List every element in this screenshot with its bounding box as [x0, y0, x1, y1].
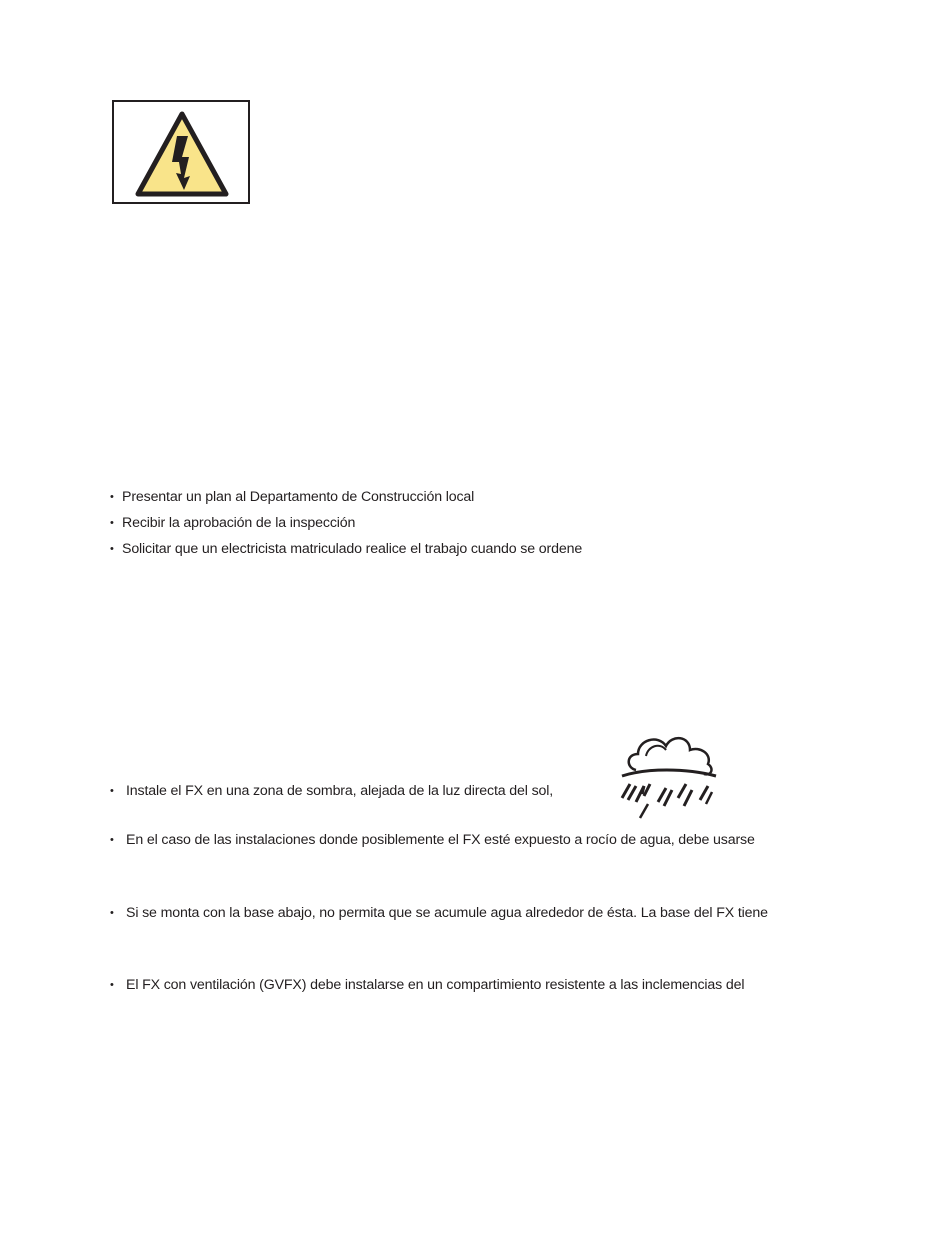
list-item: • Si se monta con la base abajo, no permita que se acumule agua alrededor de ésta. La base del FX tiene [110, 905, 768, 921]
list-item: • Recibir la aprobación de la inspección [110, 515, 356, 531]
electrical-hazard-warning-icon [114, 102, 248, 202]
list-item: • Instale el FX en una zona de sombra, alejada de la luz directa del sol, [110, 783, 554, 799]
rain-cloud-weather-icon [616, 728, 720, 820]
list-item: • Presentar un plan al Departamento de Construcción local [110, 489, 475, 505]
warning-sign [112, 100, 250, 204]
list-item: • El FX con ventilación (GVFX) debe instalarse en un compartimiento resistente a las inclemencias del [110, 977, 745, 993]
list-item: • Solicitar que un electricista matriculado realice el trabajo cuando se ordene [110, 541, 583, 557]
list-item: • En el caso de las instalaciones donde posiblemente el FX esté expuesto a rocío de agua, debe usarse [110, 832, 755, 848]
